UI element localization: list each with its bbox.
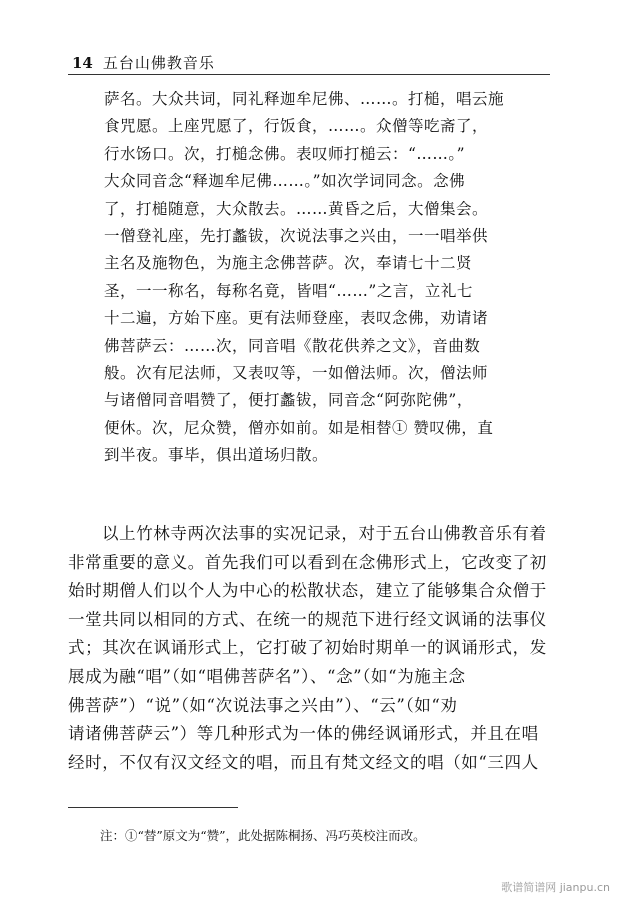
- quote-line: 大众同音念“释迦牟尼佛……。”如次学词同念。念佛: [104, 172, 466, 191]
- quoted-passage: [104, 86, 544, 469]
- body-line: 展成为融“唱”（如“唱佛菩萨名”）、“念”（如“为施主念: [68, 666, 466, 686]
- body-line: 经时，不仅有汉文经文的唱，而且有梵文经文的唱（如“三四人: [68, 752, 539, 772]
- quote-line: 到半夜。事毕，俱出道场归散。: [104, 446, 329, 465]
- quote-line: 便休。次，尼众赞，僧亦如前。如是相替① 赞叹佛，直: [104, 418, 494, 437]
- footnote-divider: [68, 807, 238, 808]
- site-watermark: 歌谱简谱网 jianpu.cn: [501, 881, 610, 894]
- quote-line: 萨名。大众共词，同礼释迦牟尼佛、……。打槌，唱云施: [104, 90, 505, 108]
- body-line: 以上竹林寺两次法事的实况记录，对于五台山佛教音乐有着: [102, 524, 547, 543]
- quote-line: 圣，一一称名，每称名竟，皆唱“……”之言，立礼七: [104, 281, 473, 300]
- quote-line: 十二遍，方始下座。更有法师登座，表叹念佛，劝请诸: [104, 309, 489, 328]
- quote-line: 主名及施物色，为施主念佛菩萨。次，奉请七十二贤: [104, 254, 473, 273]
- quote-line: 行水饧口。次，打槌念佛。表叹师打槌云：“……。”: [104, 144, 466, 163]
- quote-line: 了，打槌随意，大众散去。……黄昏之后，大僧集会。: [104, 199, 489, 218]
- footnote: 注：①“替”原文为“赞”，此处据陈桐扬、冯巧英校注而改。: [100, 828, 426, 843]
- body-line: 非常重要的意义。首先我们可以看到在念佛形式上，它改变了初: [68, 552, 547, 572]
- quote-line: 般。次有尼法师，又表叹等，一如僧法师。次，僧法师: [104, 363, 489, 382]
- quote-line: 一僧登礼座，先打蠡钹，次说法事之兴由，一一唱举供: [104, 226, 489, 245]
- quote-line: 食咒愿。上座咒愿了，行饭食，……。众僧等吃斋了，: [104, 117, 489, 136]
- header-divider: [68, 74, 550, 75]
- page-number: 14: [72, 54, 93, 72]
- body-line: 始时期僧人们以个人为中心的松散状态，建立了能够集合众僧于: [68, 581, 547, 601]
- body-line: 请诸佛菩萨云”）等几种形式为一体的佛经讽诵形式，并且在唱: [68, 724, 539, 744]
- book-title: 五台山佛教音乐: [102, 54, 215, 72]
- body-line: 式；其次在讽诵形式上，它打破了初始时期单一的讽诵形式，发: [68, 638, 547, 658]
- body-paragraph: [68, 520, 568, 777]
- quote-line: 与诸僧同音唱赞了，便打蠡钹，同音念“阿弥陀佛”，: [104, 391, 473, 410]
- body-line: 佛菩萨”）“说”（如“次说法事之兴由”）、“云”（如“劝: [68, 695, 458, 715]
- page-header: [72, 52, 215, 73]
- quote-line: 佛菩萨云：……次，同音唱《散花供养之文》，音曲数: [104, 336, 481, 355]
- body-line: 一堂共同以相同的方式、在统一的规范下进行经文讽诵的法事仪: [68, 609, 547, 629]
